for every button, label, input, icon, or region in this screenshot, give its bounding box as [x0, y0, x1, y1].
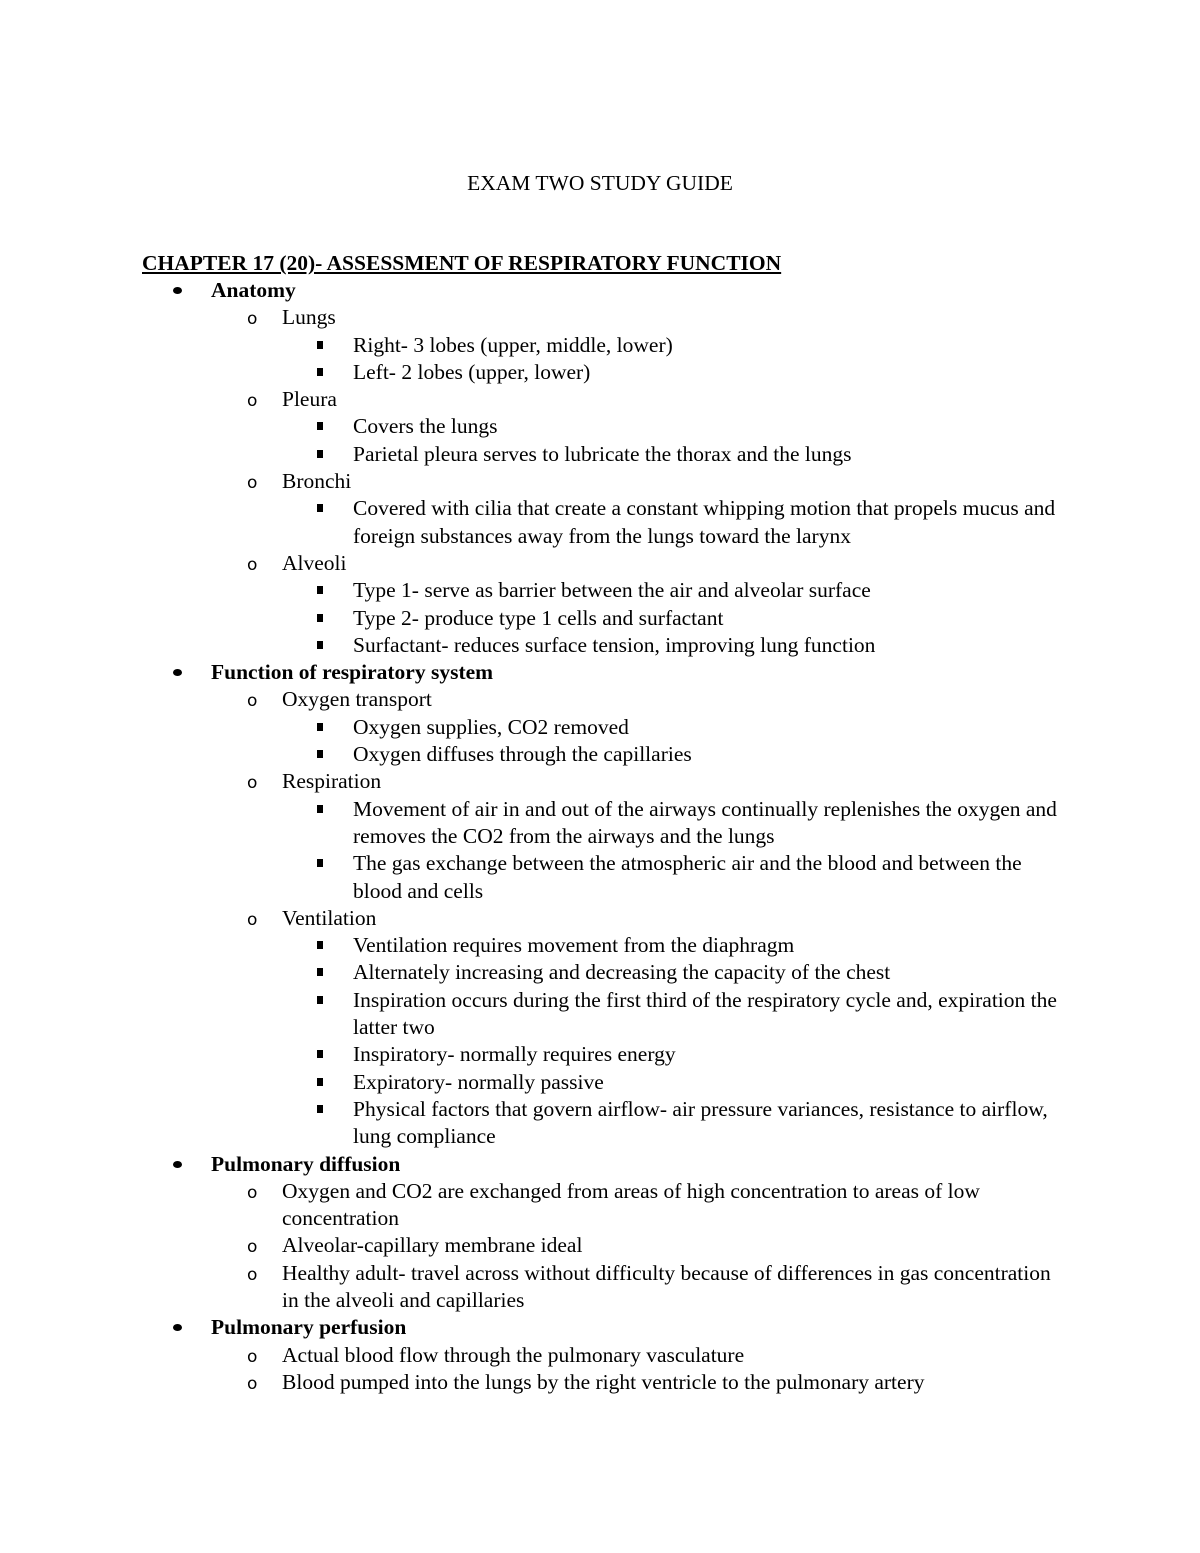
outline-text: Left- 2 lobes (upper, lower): [353, 359, 591, 384]
bullet-square-icon: [317, 796, 323, 823]
bullet-circle-icon: o: [247, 391, 258, 412]
detail-item: [0, 632, 1073, 659]
outline-text: Oxygen transport: [282, 687, 432, 712]
bullet-dot-icon: [173, 1314, 182, 1341]
bullet-circle-icon: o: [247, 473, 258, 494]
detail-item: [0, 987, 1073, 1042]
subsection-item: [0, 1260, 1200, 1315]
bullet-square-icon: [317, 959, 323, 986]
outline-text: Oxygen diffuses through the capillaries: [353, 742, 692, 767]
outline-text: Surfactant- reduces surface tension, improving lung function: [353, 632, 876, 657]
detail-item: [0, 796, 1073, 851]
detail-item: [0, 741, 1073, 768]
section-heading: [0, 659, 1200, 686]
outline-text: Inspiratory- normally requires energy: [353, 1042, 676, 1067]
bullet-circle-icon: o: [247, 691, 258, 712]
outline-text: Oxygen supplies, CO2 removed: [353, 714, 629, 739]
subsection-item: [0, 1178, 1200, 1233]
detail-item: [0, 1096, 1073, 1151]
detail-item: [0, 577, 1073, 604]
subsection-item: [0, 1369, 1200, 1396]
detail-item: [0, 714, 1073, 741]
bullet-square-icon: [317, 441, 323, 468]
outline-text: Ventilation requires movement from the diaphragm: [353, 933, 795, 958]
bullet-circle-icon: o: [247, 1264, 258, 1285]
bullet-square-icon: [317, 741, 323, 768]
outline-text: Respiration: [282, 769, 382, 794]
section-heading: [0, 1151, 1200, 1178]
outline-text: Type 1- serve as barrier between the air and alveolar surface: [353, 578, 871, 603]
outline-text: Healthy adult- travel across without difficulty because of differences in gas concentration in the alveoli and capillaries: [282, 1260, 1051, 1312]
subsection-item: [0, 550, 1200, 577]
subsection-item: [0, 905, 1200, 932]
outline-text: Type 2- produce type 1 cells and surfactant: [353, 605, 724, 630]
subsection-item: [0, 468, 1200, 495]
outline-text: Expiratory- normally passive: [353, 1069, 604, 1094]
detail-item: [0, 413, 1073, 440]
bullet-dot-icon: [173, 659, 182, 686]
outline-text: Pulmonary perfusion: [211, 1315, 407, 1340]
subsection-item: [0, 686, 1200, 713]
detail-item: [0, 359, 1073, 386]
subsection-item: [0, 304, 1200, 331]
outline-text: Covered with cilia that create a constant whipping motion that propels mucus and foreign substances away from the lungs toward the larynx: [353, 496, 1056, 548]
bullet-circle-icon: o: [247, 1373, 258, 1394]
bullet-dot-icon: [173, 1151, 182, 1178]
outline-text: Alveolar-capillary membrane ideal: [282, 1233, 583, 1258]
detail-item: [0, 495, 1073, 550]
bullet-circle-icon: o: [247, 1237, 258, 1258]
outline-text: Ventilation: [282, 905, 377, 930]
detail-item: [0, 1069, 1073, 1096]
bullet-square-icon: [317, 1069, 323, 1096]
document-title: EXAM TWO STUDY GUIDE: [467, 171, 733, 195]
outline-text: Pleura: [282, 387, 337, 412]
outline-text: Parietal pleura serves to lubricate the thorax and the lungs: [353, 441, 852, 466]
outline-text: Function of respiratory system: [211, 660, 494, 685]
subsection-item: [0, 1232, 1200, 1259]
detail-item: [0, 332, 1073, 359]
bullet-square-icon: [317, 714, 323, 741]
subsection-item: [0, 768, 1200, 795]
bullet-square-icon: [317, 850, 323, 877]
bullet-square-icon: [317, 1041, 323, 1068]
section-heading: [0, 277, 1200, 304]
subsection-item: [0, 386, 1200, 413]
bullet-square-icon: [317, 932, 323, 959]
outline-text: Alternately increasing and decreasing the capacity of the chest: [353, 960, 891, 985]
outline-text: Covers the lungs: [353, 414, 498, 439]
bullet-square-icon: [317, 359, 323, 386]
bullet-circle-icon: o: [247, 1346, 258, 1367]
bullet-square-icon: [317, 577, 323, 604]
outline-list: [0, 277, 1200, 1396]
outline-text: Blood pumped into the lungs by the right ventricle to the pulmonary artery: [282, 1369, 925, 1394]
bullet-square-icon: [317, 1096, 323, 1123]
bullet-circle-icon: o: [247, 1182, 258, 1203]
detail-item: [0, 850, 1073, 905]
subsection-item: [0, 1342, 1200, 1369]
bullet-circle-icon: o: [247, 909, 258, 930]
bullet-square-icon: [317, 495, 323, 522]
detail-item: [0, 605, 1073, 632]
bullet-circle-icon: o: [247, 554, 258, 575]
outline-text: Oxygen and CO2 are exchanged from areas of high concentration to areas of low concentration: [282, 1178, 980, 1231]
detail-item: [0, 1041, 1073, 1068]
outline-text: Alveoli: [282, 550, 347, 575]
outline-text: Actual blood flow through the pulmonary vasculature: [282, 1342, 745, 1367]
outline-text: Bronchi: [282, 469, 352, 494]
outline-text: Movement of air in and out of the airways continually replenishes the oxygen and removes the CO2 from the airways and the lungs: [353, 796, 1057, 848]
outline-text: The gas exchange between the atmospheric air and the blood and between the blood and cells: [353, 851, 1022, 903]
bullet-circle-icon: o: [247, 309, 258, 330]
outline-text: Right- 3 lobes (upper, middle, lower): [353, 332, 673, 357]
bullet-square-icon: [317, 332, 323, 359]
bullet-square-icon: [317, 605, 323, 632]
chapter-heading: CHAPTER 17 (20)- ASSESSMENT OF RESPIRATORY FUNCTION: [142, 251, 782, 275]
bullet-square-icon: [317, 413, 323, 440]
detail-item: [0, 959, 1073, 986]
bullet-square-icon: [317, 987, 323, 1014]
outline-text: Anatomy: [211, 278, 296, 302]
section-heading: [0, 1314, 1200, 1341]
outline-text: Pulmonary diffusion: [211, 1151, 401, 1176]
outline-text: Inspiration occurs during the first third of the respiratory cycle and, expiration the latter two: [353, 987, 1057, 1040]
detail-item: [0, 441, 1073, 468]
bullet-square-icon: [317, 632, 323, 659]
bullet-circle-icon: o: [247, 773, 258, 794]
bullet-dot-icon: [173, 277, 182, 304]
outline-text: Physical factors that govern airflow- air pressure variances, resistance to airflow, lung compliance: [353, 1096, 1048, 1149]
outline-text: Lungs: [282, 305, 336, 330]
detail-item: [0, 932, 1073, 959]
